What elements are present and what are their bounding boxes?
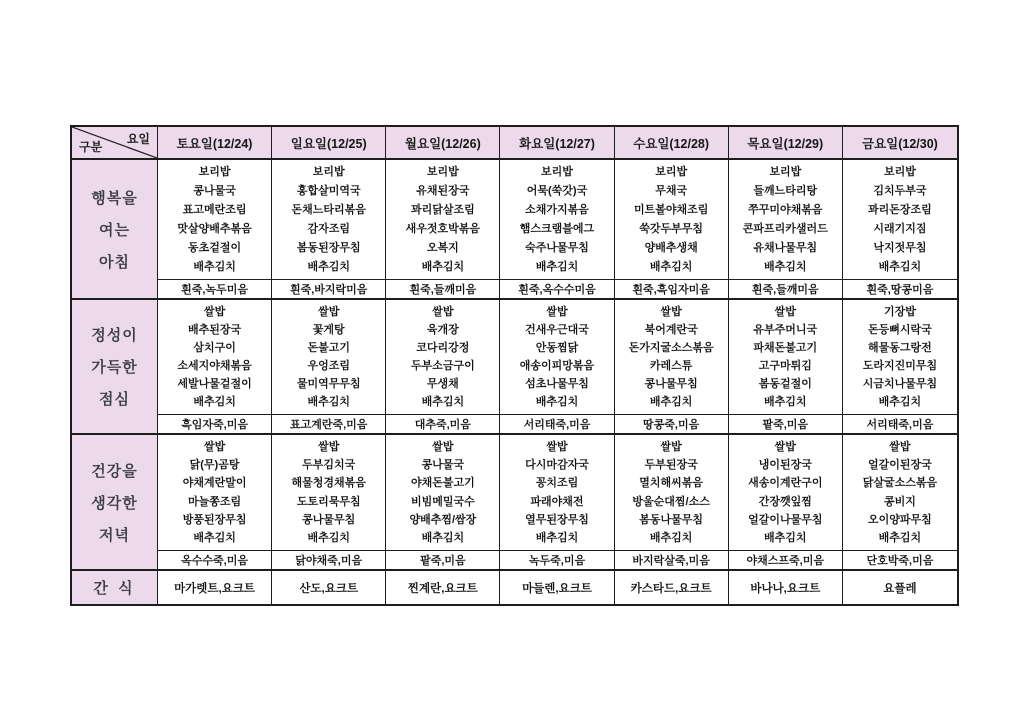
menu-item: 콩나물국 [193,185,236,198]
menu-item: 해물동그랑전 [868,341,932,354]
porridge-cell-lunch-4 [615,415,729,435]
porridge-item: 땅콩죽,미음 [643,419,700,431]
snack-cell-0 [158,571,272,604]
menu-item: 섬초나물무침 [525,377,589,390]
menu-item: 콩비지 [883,495,916,508]
menu-item: 콩나물무침 [644,377,698,390]
porridge-item: 흰죽,들깨미음 [409,284,477,296]
snack-cell-3 [500,571,614,604]
porridge-cell-lunch-2 [386,415,500,435]
menu-item: 꽃게탕 [312,323,345,336]
menu-cell-dinner-3 [500,435,614,551]
menu-item: 감자조림 [307,222,350,235]
porridge-cell-breakfast-1 [272,280,386,300]
snack-item: 카스타드,요크트 [630,582,712,595]
menu-item: 두부된장국 [644,459,698,472]
porridge-item: 야채스프죽,미음 [746,555,824,567]
menu-item: 세발나물겉절이 [177,377,252,390]
menu-item: 쌀밥 [432,441,454,454]
day-header-label: 목요일(12/29) [747,136,824,151]
menu-item: 파채돈불고기 [753,341,818,354]
menu-item: 닭살굴소스볶음 [862,477,938,490]
menu-item: 유채나물무침 [753,241,818,254]
day-header-6 [843,127,957,160]
menu-item: 쌀밥 [432,305,454,318]
porridge-item: 흰죽,들깨미음 [751,284,819,296]
menu-item: 쌀밥 [889,441,911,454]
porridge-item: 단호박죽,미음 [866,555,934,567]
menu-item: 보리밥 [655,166,688,179]
menu-cell-lunch-5 [729,300,843,415]
menu-item: 건새우근대국 [525,323,589,336]
menu-cell-lunch-4 [615,300,729,415]
section-label-line: 아침 [99,253,130,271]
day-header-0 [158,127,272,160]
menu-item: 보리밥 [312,166,345,179]
menu-item: 돈가지굴소스볶음 [628,341,714,354]
porridge-item: 바지락살죽,미음 [632,555,710,567]
day-header-label: 화요일(12/27) [519,136,595,151]
menu-item: 보리밥 [198,166,231,179]
section-label-line: 건강을 [91,462,138,480]
section-label-line: 저녁 [99,526,130,544]
menu-item: 다시마감자국 [525,459,589,472]
menu-cell-lunch-0 [158,300,272,415]
menu-cell-lunch-3 [500,300,614,415]
menu-item: 무생채 [426,377,459,390]
menu-cell-lunch-2 [386,300,500,415]
section-label-line: 생각한 [91,494,138,512]
menu-item: 콘파프리카샐러드 [742,222,828,235]
menu-cell-lunch-1 [272,300,386,415]
menu-item: 배추김치 [649,260,693,273]
menu-item: 새송이계란구이 [748,477,823,490]
section-label-line: 행복을 [91,189,138,207]
porridge-item: 대추죽,미음 [414,419,471,431]
menu-item: 맛살양배추볶음 [177,222,252,235]
snack-label-text: 간 식 [93,580,136,597]
menu-item: 파래야채전 [530,495,584,508]
menu-cell-dinner-4 [615,435,729,551]
porridge-item: 서리태죽,미음 [866,419,934,431]
menu-item: 고구마튀김 [758,359,812,372]
menu-item: 쌀밥 [318,441,340,454]
porridge-item: 흰죽,옥수수미음 [518,284,596,296]
menu-table [70,125,959,606]
menu-cell-breakfast-4 [615,160,729,280]
menu-item: 방울순대찜/소스 [632,495,710,508]
day-header-3 [500,127,614,160]
menu-item: 표고메란조림 [182,204,247,217]
menu-item: 배추김치 [421,260,465,273]
menu-item: 배추김치 [878,260,922,273]
menu-item: 쌀밥 [318,305,340,318]
porridge-cell-breakfast-6 [843,280,957,300]
menu-item: 유부주머니국 [753,323,818,336]
day-header-label: 월요일(12/26) [404,136,481,151]
section-label-lunch [72,300,158,435]
menu-item: 비빔메밀국수 [410,495,475,508]
snack-item: 찐계란,요크트 [407,582,478,595]
menu-item: 멸치해씨볶음 [639,477,704,490]
menu-item: 기장밥 [883,305,916,318]
menu-item: 무채국 [655,185,688,198]
menu-item: 마늘쫑조림 [188,495,242,508]
day-header-label: 수요일(12/28) [633,136,710,151]
porridge-cell-breakfast-5 [729,280,843,300]
corner-day-label: 요일 [126,132,150,146]
menu-item: 소채가지볶음 [525,204,589,217]
menu-item: 쌀밥 [774,305,796,318]
menu-item: 냉이된장국 [758,459,812,472]
menu-item: 배추김치 [307,531,350,544]
porridge-cell-dinner-4 [615,551,729,571]
menu-item: 배추김치 [535,395,579,408]
menu-item: 해물청경채볶음 [291,477,366,490]
porridge-cell-dinner-1 [272,551,386,571]
section-label-breakfast [72,160,158,300]
menu-item: 도라지진미무침 [862,359,938,372]
snack-cell-1 [272,571,386,604]
porridge-item: 서리태죽,미음 [523,419,591,431]
menu-cell-dinner-6 [843,435,957,551]
menu-item: 배추김치 [878,395,922,408]
porridge-item: 흰죽,땅콩미음 [866,284,934,296]
menu-item: 햄스크램블에그 [519,222,595,235]
menu-item: 숙주나물무침 [525,241,589,254]
day-header-label: 토요일(12/24) [176,136,253,151]
menu-item: 쌀밥 [203,441,226,454]
menu-item: 소세지야채볶음 [177,359,252,372]
porridge-item: 닭야채죽,미음 [295,555,363,567]
porridge-item: 표고계란죽,미음 [289,419,368,431]
menu-item: 삼치구이 [193,341,236,354]
menu-item: 육개장 [426,323,459,336]
menu-cell-dinner-0 [158,435,272,551]
day-header-label: 금요일(12/30) [862,136,938,151]
menu-cell-breakfast-2 [386,160,500,280]
menu-item: 우엉조림 [307,359,350,372]
porridge-item: 팥죽,미음 [762,419,809,431]
porridge-item: 흰죽,흑임자미음 [632,284,710,296]
snack-cell-2 [386,571,500,604]
menu-cell-breakfast-5 [729,160,843,280]
menu-item: 동초겉절이 [188,241,242,254]
menu-item: 야채돈불고기 [410,477,475,490]
menu-item: 북어계란국 [644,323,698,336]
menu-item: 배추김치 [535,531,579,544]
menu-item: 콩나물국 [421,459,465,472]
menu-cell-dinner-1 [272,435,386,551]
menu-item: 미트볼야채조림 [633,204,709,217]
menu-item: 콩나물무침 [302,513,356,526]
corner-cell [72,127,158,160]
porridge-cell-lunch-0 [158,415,272,435]
menu-item: 꽈리닭살조림 [410,204,475,217]
porridge-cell-lunch-6 [843,415,957,435]
menu-item: 쌀밥 [203,305,226,318]
snack-cell-4 [615,571,729,604]
section-label-dinner [72,435,158,571]
porridge-cell-dinner-0 [158,551,272,571]
menu-item: 오이양파무침 [868,513,932,526]
section-label-line: 가득한 [91,359,138,376]
day-header-2 [386,127,500,160]
menu-item: 홍합살미역국 [296,185,361,198]
menu-item: 돈불고기 [307,341,350,354]
menu-item: 김치두부국 [873,185,927,198]
corner-category-label: 구분 [79,140,103,154]
menu-item: 낙지젓무침 [873,241,927,254]
porridge-cell-breakfast-0 [158,280,272,300]
porridge-cell-breakfast-2 [386,280,500,300]
menu-item: 어묵(쑥갓)국 [526,185,588,198]
menu-item: 보리밥 [426,166,459,179]
menu-item: 돈채느타리볶음 [291,204,366,217]
menu-item: 쌀밥 [774,441,796,454]
snack-item: 산도,요크트 [299,582,359,595]
snack-item: 마들렌,요크트 [522,582,592,595]
menu-cell-breakfast-3 [500,160,614,280]
menu-item: 시금치나물무침 [862,377,938,390]
porridge-item: 팥죽,미음 [420,555,466,567]
porridge-item: 흰죽,녹두미음 [181,284,248,296]
menu-item: 물미역무무침 [296,377,361,390]
menu-item: 배추김치 [307,260,350,273]
menu-item: 배추김치 [193,260,236,273]
menu-item: 배추김치 [535,260,579,273]
menu-item: 배추김치 [764,260,807,273]
menu-cell-lunch-6 [843,300,957,415]
menu-item: 꽈리돈장조림 [868,204,932,217]
menu-item: 방풍된장무침 [182,513,247,526]
menu-item: 도토리묵무침 [296,495,361,508]
porridge-cell-dinner-2 [386,551,500,571]
porridge-item: 흑임자죽,미음 [181,419,248,431]
menu-item: 들깨느타리탕 [753,185,818,198]
menu-item: 배추김치 [193,531,236,544]
porridge-cell-dinner-3 [500,551,614,571]
section-label-line: 여는 [99,221,130,239]
menu-item: 쑥갓두부무침 [639,222,704,235]
menu-item: 열무된장무침 [525,513,589,526]
porridge-cell-dinner-6 [843,551,957,571]
menu-item: 닭(무)곰탕 [189,459,240,472]
menu-cell-breakfast-6 [843,160,957,280]
menu-item: 배추김치 [649,531,693,544]
menu-item: 배추김치 [421,395,465,408]
menu-item: 배추김치 [649,395,693,408]
menu-item: 보리밥 [541,166,573,179]
porridge-cell-lunch-3 [500,415,614,435]
menu-item: 얼갈이된장국 [868,459,932,472]
menu-item: 배추김치 [764,531,807,544]
porridge-item: 옥수수죽,미음 [181,555,248,567]
menu-item: 유채된장국 [416,185,470,198]
menu-item: 양배추찜/쌈장 [409,513,477,526]
menu-item: 배추김치 [193,395,236,408]
porridge-cell-lunch-1 [272,415,386,435]
menu-cell-breakfast-0 [158,160,272,280]
snack-cell-5 [729,571,843,604]
menu-item: 배추김치 [764,395,807,408]
menu-item: 야채계란말이 [182,477,247,490]
menu-item: 오복지 [426,241,459,254]
menu-item: 쌀밥 [546,305,568,318]
snack-item: 바나나,요크트 [750,582,821,595]
menu-item: 쌀밥 [546,441,568,454]
menu-item: 쌀밥 [660,305,682,318]
menu-item: 두부김치국 [302,459,356,472]
section-label-line: 정성이 [91,327,138,344]
menu-item: 배추김치 [878,531,922,544]
porridge-cell-dinner-5 [729,551,843,571]
menu-item: 시래기지짐 [873,222,927,235]
menu-cell-breakfast-1 [272,160,386,280]
section-label-snack [72,571,158,604]
snack-item: 요플레 [883,582,917,595]
menu-item: 간장깻잎찜 [758,495,812,508]
snack-cell-6 [843,571,957,604]
menu-cell-dinner-5 [729,435,843,551]
menu-item: 양배추생채 [644,241,698,254]
porridge-cell-lunch-5 [729,415,843,435]
menu-item: 쭈꾸미야채볶음 [748,204,823,217]
menu-item: 애송이피망볶음 [519,359,595,372]
porridge-item: 녹두죽,미음 [528,555,586,567]
menu-item: 안동찜닭 [535,341,579,354]
day-header-5 [729,127,843,160]
menu-item: 배추김치 [421,531,465,544]
menu-cell-dinner-2 [386,435,500,551]
section-label-line: 점심 [99,391,130,408]
menu-item: 보리밥 [883,166,916,179]
day-header-label: 일요일(12/25) [290,136,367,151]
porridge-cell-breakfast-4 [615,280,729,300]
menu-item: 보리밥 [769,166,802,179]
menu-item: 얼갈이나물무침 [748,513,823,526]
day-header-4 [615,127,729,160]
menu-item: 꽁치조림 [535,477,579,490]
menu-item: 쌀밥 [660,441,682,454]
day-header-1 [272,127,386,160]
menu-item: 두부소금구이 [410,359,475,372]
menu-item: 봄동된장무침 [296,241,361,254]
porridge-cell-breakfast-3 [500,280,614,300]
menu-item: 새우젓호박볶음 [405,222,481,235]
menu-item: 돈등뼈시락국 [868,323,932,336]
menu-item: 봄동겉절이 [758,377,812,390]
menu-item: 카레스튜 [649,359,693,372]
snack-item: 마가렛트,요크트 [174,582,256,595]
menu-item: 배추김치 [307,395,350,408]
menu-item: 봄동나물무침 [639,513,704,526]
menu-item: 코다리강정 [416,341,470,354]
menu-item: 배추된장국 [188,323,242,336]
porridge-item: 흰죽,바지락미음 [289,284,368,296]
